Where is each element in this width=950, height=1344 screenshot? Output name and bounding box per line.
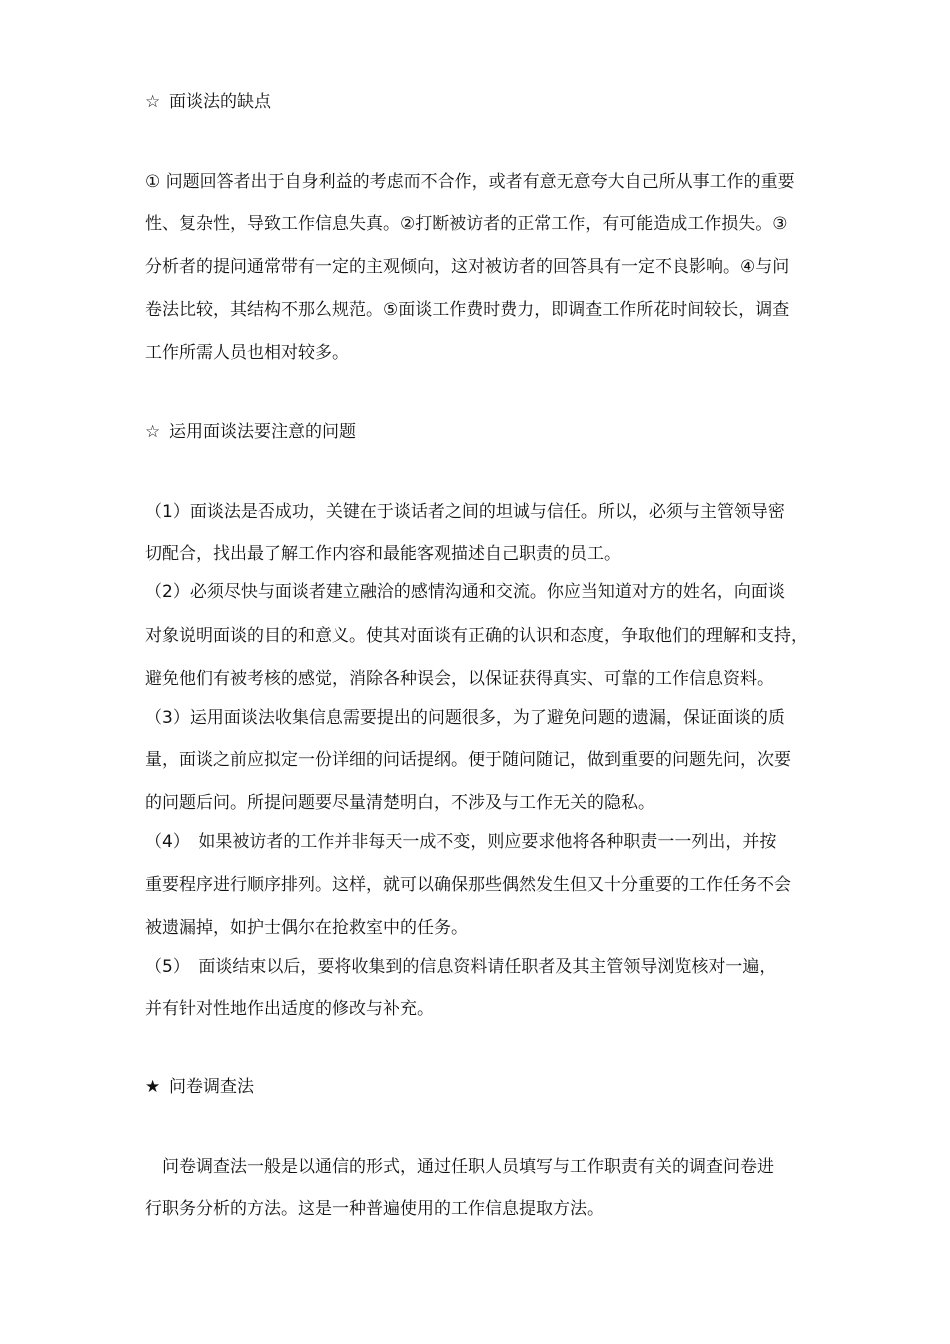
paragraph-line: 并有针对性地作出适度的修改与补充。 (145, 999, 434, 1019)
paragraph-line: 工作所需人员也相对较多。 (145, 343, 349, 363)
paragraph-line: 量，面谈之前应拟定一份详细的问话提纲。便于随问随记，做到重要的问题先问，次要 (145, 750, 791, 770)
paragraph-line: 行职务分析的方法。这是一种普遍使用的工作信息提取方法。 (145, 1199, 604, 1219)
paragraph-line: 性、复杂性，导致工作信息失真。②打断被访者的正常工作，有可能造成工作损失。③ (145, 214, 788, 234)
paragraph-line: 对象说明面谈的目的和意义。使其对面谈有正确的认识和态度，争取他们的理解和支持， (145, 626, 808, 646)
hollow-star-icon: ☆ (145, 92, 161, 112)
paragraph-line: 卷法比较，其结构不那么规范。⑤面谈工作费时费力，即调查工作所花时间较长，调查 (145, 300, 790, 320)
paragraph-line: 被遗漏掉，如护士偶尔在抢救室中的任务。 (145, 918, 468, 938)
heading-text: 运用面谈法要注意的问题 (169, 422, 356, 442)
paragraph-line: （4） 如果被访者的工作并非每天一成不变，则应要求他将各种职责一一列出，并按 (145, 832, 777, 852)
section-heading-interview-disadvantages (145, 90, 271, 114)
paragraph-line: （5） 面谈结束以后，要将收集到的信息资料请任职者及其主管领导浏览核对一遍， (145, 957, 777, 977)
paragraph-line: 的问题后问。所提问题要尽量清楚明白，不涉及与工作无关的隐私。 (145, 793, 655, 813)
section-heading-interview-notes (145, 420, 356, 444)
paragraph-line: （3）运用面谈法收集信息需要提出的问题很多，为了避免问题的遗漏，保证面谈的质 (145, 708, 785, 728)
paragraph-line: 切配合，找出最了解工作内容和最能客观描述自己职责的员工。 (145, 544, 621, 564)
heading-text: 问卷调查法 (169, 1077, 254, 1097)
paragraph-line: （2）必须尽快与面谈者建立融洽的感情沟通和交流。你应当知道对方的姓名，向面谈 (145, 582, 785, 602)
solid-star-icon: ★ (145, 1077, 161, 1097)
paragraph-line: 分析者的提问通常带有一定的主观倾向，这对被访者的回答具有一定不良影响。④与问 (145, 257, 790, 277)
paragraph-line: 重要程序进行顺序排列。这样，就可以确保那些偶然发生但又十分重要的工作任务不会 (145, 875, 791, 895)
paragraph-line: 问卷调查法一般是以通信的形式，通过任职人员填写与工作职责有关的调查问卷进 (145, 1157, 774, 1177)
hollow-star-icon: ☆ (145, 422, 161, 442)
heading-text: 面谈法的缺点 (169, 92, 271, 112)
paragraph-line: 避免他们有被考核的感觉，消除各种误会，以保证获得真实、可靠的工作信息资料。 (145, 669, 774, 689)
section-heading-questionnaire (145, 1075, 254, 1099)
paragraph-line: （1）面谈法是否成功，关键在于谈话者之间的坦诚与信任。所以，必须与主管领导密 (145, 502, 785, 522)
paragraph-line: ① 问题回答者出于自身利益的考虑而不合作，或者有意无意夸大自己所从事工作的重要 (145, 172, 795, 192)
